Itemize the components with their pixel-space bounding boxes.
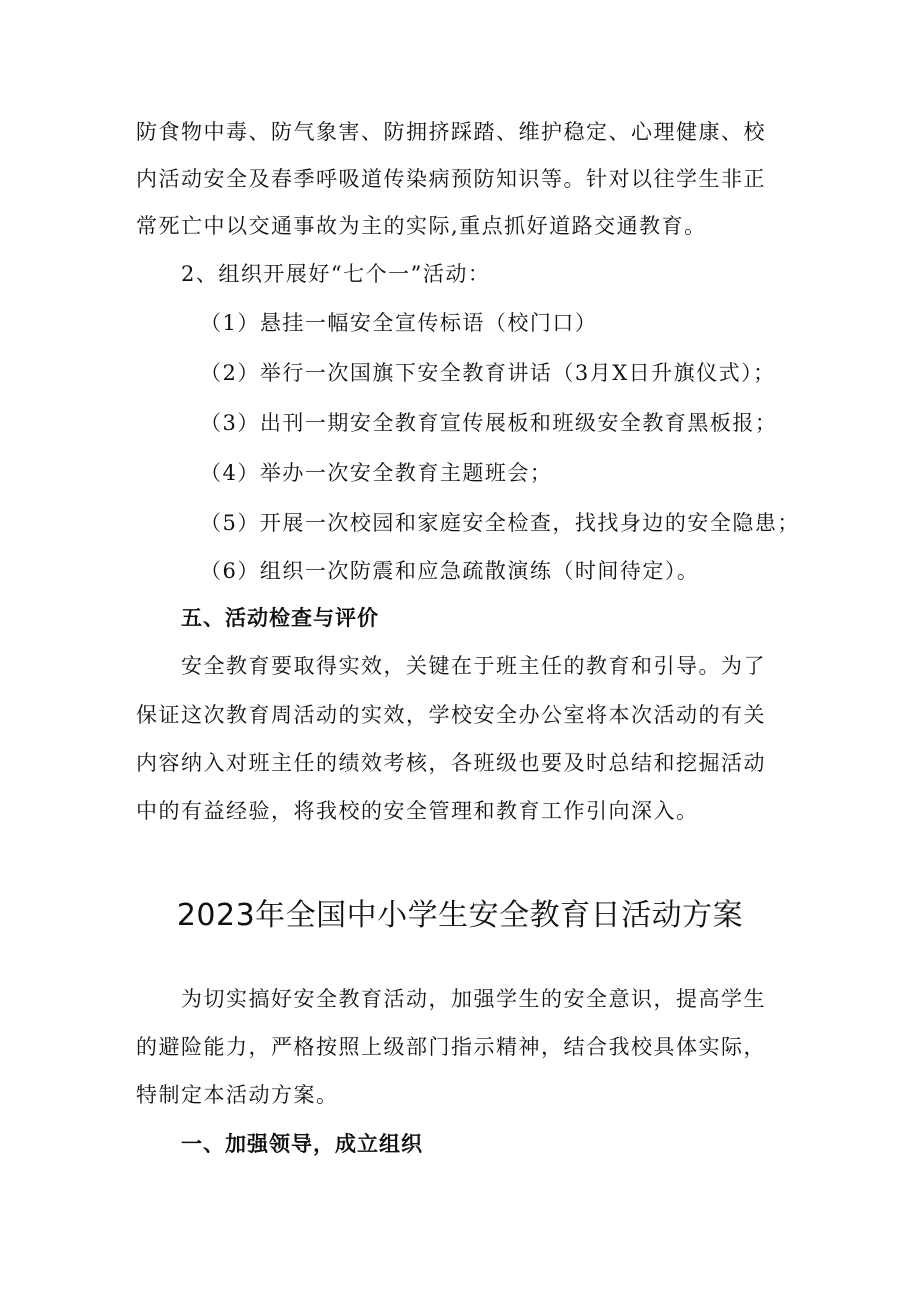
list-item: （6）组织一次防震和应急疏散演练（时间待定）。 — [200, 559, 700, 583]
paragraph-line: 的避险能力，严格按照上级部门指示精神，结合我校具体实际， — [136, 1035, 766, 1059]
list-item: （4）举办一次安全教育主题班会； — [200, 461, 553, 485]
paragraph-line: 防食物中毒、防气象害、防拥挤踩踏、维护稳定、心理健康、校 — [136, 120, 766, 144]
paragraph-line: 常死亡中以交通事故为主的实际,重点抓好道路交通教育。 — [136, 214, 707, 238]
paragraph-line: 特制定本活动方案。 — [136, 1083, 339, 1107]
list-item: （5）开展一次校园和家庭安全检查，找找身边的安全隐患； — [200, 511, 800, 535]
paragraph-line: 为切实搞好安全教育活动，加强学生的安全意识，提高学生 — [181, 987, 766, 1011]
section-heading: 五、活动检查与评价 — [181, 606, 379, 630]
list-heading: 2、组织开展好“七个一”活动： — [181, 262, 491, 286]
document-title: 2023年全国中小学生安全教育日活动方案 — [176, 898, 744, 933]
list-item: （1）悬挂一幅安全宣传标语（校门口） — [200, 311, 598, 335]
section-heading: 一、加强领导，成立组织 — [181, 1132, 423, 1156]
paragraph-line: 安全教育要取得实效，关键在于班主任的教育和引导。为了 — [181, 654, 766, 678]
paragraph-line: 内容纳入对班主任的绩效考核，各班级也要及时总结和挖掘活动 — [136, 751, 766, 775]
paragraph-line: 内活动安全及春季呼吸道传染病预防知识等。针对以往学生非正 — [136, 167, 766, 191]
list-item: （3）出刊一期安全教育宣传展板和班级安全教育黑板报； — [200, 411, 778, 435]
paragraph-line: 中的有益经验，将我校的安全管理和教育工作引向深入。 — [136, 799, 699, 823]
paragraph-line: 保证这次教育周活动的实效，学校安全办公室将本次活动的有关 — [136, 703, 766, 727]
list-item: （2）举行一次国旗下安全教育讲话（3月X日升旗仪式）； — [200, 361, 776, 385]
